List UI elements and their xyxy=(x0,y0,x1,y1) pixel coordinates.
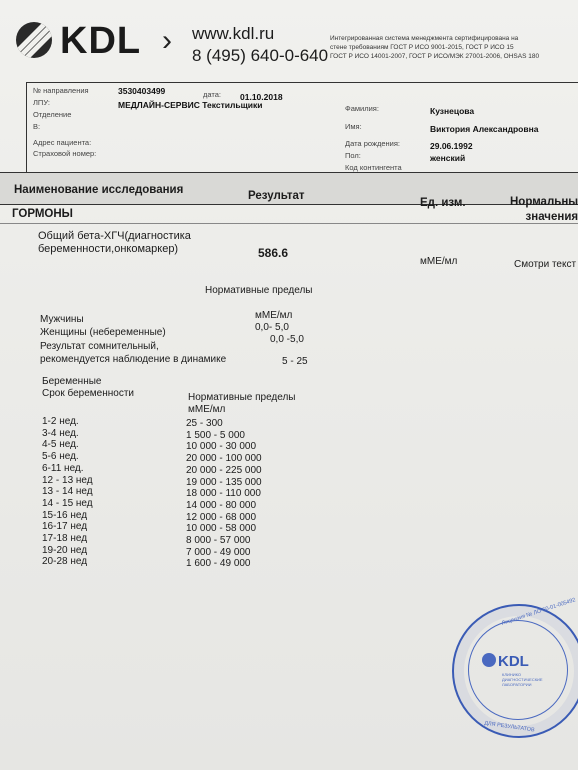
pregnancy-range: 12 000 - 68 000 xyxy=(186,511,257,523)
pregnancy-range: 10 000 - 30 000 xyxy=(186,441,257,453)
pregnancy-range: 19 000 - 135 000 xyxy=(186,476,262,488)
pregnancy-range: 20 000 - 225 000 xyxy=(186,464,262,476)
doubtful-label: Результат сомнительный, рекомендуется наблюдение в динамике xyxy=(40,341,227,365)
pregnancy-range: 18 000 - 110 000 xyxy=(186,488,261,500)
test-unit: мМЕ/мл xyxy=(420,256,458,267)
pregnancy-range: 7 000 - 49 000 xyxy=(186,546,251,558)
test-result: 586.6 xyxy=(258,246,289,260)
kdl-logo-icon xyxy=(16,22,52,58)
pregnancy-term: 20-28 нед xyxy=(42,556,88,568)
pregnant-label: Беременные xyxy=(42,376,102,387)
referral-label: № направления xyxy=(33,86,89,95)
term-header: Срок беременности xyxy=(42,388,135,399)
pregnancy-range: 20 000 - 100 000 xyxy=(186,453,262,465)
pregnancy-term: 6-11 нед. xyxy=(42,462,84,474)
reference-unit: мМЕ/мл xyxy=(255,310,293,321)
date-value: 01.10.2018 xyxy=(240,92,283,102)
women-value: 0,0 -5,0 xyxy=(270,334,304,345)
name-label: Имя: xyxy=(345,122,362,131)
pregnancy-term: 16-17 нед xyxy=(42,521,88,533)
col-result: Результат xyxy=(248,190,305,202)
surname-value: Кузнецова xyxy=(430,106,475,116)
name-value: Виктория Александровна xyxy=(430,124,539,134)
certification-text: Интегрированная система менеджмента сертифицирована на стене требованиям ГОСТ Р ИСО 9001-2015, ГОСТ Р ИСО 15 ГОСТ Р ИСО 14001-2007, ГОСТ Р ИСО/МЭК 27001-2006, OHSAS 180 xyxy=(330,35,540,60)
logo-text: KDL xyxy=(60,20,142,62)
col-unit: Ед. изм. xyxy=(420,197,466,209)
birthdate-value: 29.06.1992 xyxy=(430,141,473,151)
col-test-name: Наименование исследования xyxy=(14,184,184,196)
col-normal: Нормальны значения xyxy=(510,196,578,223)
pregnancy-term: 1-2 нед. xyxy=(42,416,79,427)
website: www.kdl.ru xyxy=(192,24,275,43)
pregnancy-range: 1 600 - 49 000 xyxy=(186,558,251,570)
kdl-stamp: KDL КЛИНИКО ДИАГНОСТИЧЕСКИЕ ЛАБОРАТОРИИ Лицензия № ЛО-50-01-005492 ДЛЯ РЕЗУЛЬТАТОВ xyxy=(452,604,578,738)
birthdate-label: Дата рождения: xyxy=(345,139,400,148)
lpu-label: ЛПУ: xyxy=(33,98,50,107)
kdl-stamp-logo-icon xyxy=(482,653,496,667)
pregnancy-range: 14 000 - 80 000 xyxy=(186,499,257,511)
men-value: 0,0- 5,0 xyxy=(255,322,289,333)
pregnancy-term: 5-6 нед. xyxy=(42,451,79,463)
insurance-label: Страховой номер: xyxy=(33,149,97,158)
norm-unit: мМЕ/мл xyxy=(188,404,226,415)
men-label: Мужчины xyxy=(40,314,84,325)
pregnancy-range: 1 500 - 5 000 xyxy=(186,429,245,441)
test-normal: Смотри текст xyxy=(514,259,577,270)
reference-title: Нормативные пределы xyxy=(205,285,313,296)
pregnancy-term: 12 - 13 нед xyxy=(42,474,93,486)
lpu-value: МЕДЛАЙН-СЕРВИС Текстильщики xyxy=(118,100,263,110)
pregnancy-term: 14 - 15 нед xyxy=(42,497,93,509)
women-label: Женщины (небеременные) xyxy=(40,327,166,338)
pregnancy-term: 17-18 нед xyxy=(42,533,88,544)
norm-header: Нормативные пределы xyxy=(188,392,296,403)
pregnancy-term: 19-20 нед xyxy=(42,544,88,556)
date-label: дата: xyxy=(203,90,221,99)
doubtful-value: 5 - 25 xyxy=(282,356,308,367)
pregnancy-range: 8 000 - 57 000 xyxy=(186,535,251,546)
section-title: ГОРМОНЫ xyxy=(12,208,73,220)
pregnancy-range: 10 000 - 58 000 xyxy=(186,523,257,535)
pregnancy-range: 25 - 300 xyxy=(186,418,223,429)
department-label: Отделение xyxy=(33,110,72,119)
pregnancy-term: 13 - 14 нед xyxy=(42,486,93,498)
sex-value: женский xyxy=(430,153,466,163)
contingent-label: Код контингента xyxy=(345,163,402,172)
surname-label: Фамилия: xyxy=(345,104,379,113)
pregnancy-term: 15-16 нед xyxy=(42,509,88,521)
phone: 8 (495) 640-0-640 xyxy=(192,46,329,65)
test-name: Общий бета-ХГЧ(диагностика беременности,онкомаркер) xyxy=(38,230,191,255)
sex-label: Пол: xyxy=(345,151,361,160)
doctor-label: В: xyxy=(33,122,41,131)
address-label: Адрес пациента: xyxy=(33,138,92,147)
pregnancy-term: 3-4 нед. xyxy=(42,427,79,439)
referral-value: 3530403499 xyxy=(118,86,166,96)
pregnancy-term: 4-5 нед. xyxy=(42,439,79,451)
chevron-right-icon: › xyxy=(162,24,172,57)
